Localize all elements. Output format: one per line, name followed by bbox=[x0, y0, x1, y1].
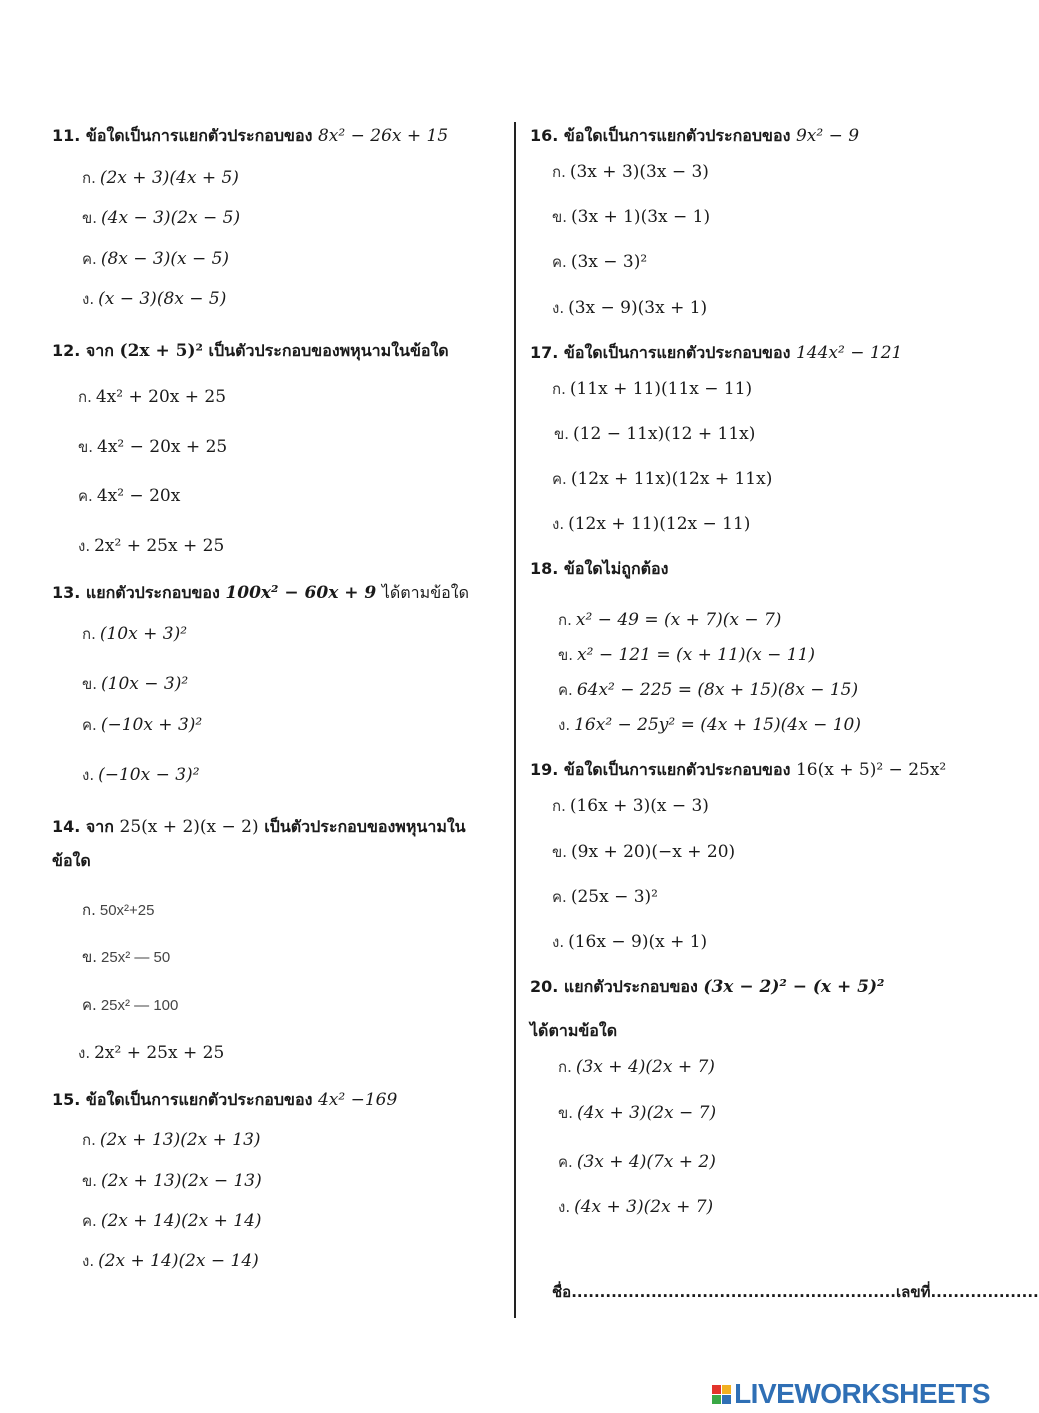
option-13-c[interactable]: ค. (−10x + 3)² bbox=[82, 715, 203, 735]
option-20-b[interactable]: ข. (4x + 3)(2x − 7) bbox=[558, 1103, 717, 1123]
option-19-a[interactable]: ก. (16x + 3)(x − 3) bbox=[552, 796, 709, 816]
question-17: 17. ข้อใดเป็นการแยกตัวประกอบของ 144x² − 121 bbox=[530, 343, 903, 363]
question-16: 16. ข้อใดเป็นการแยกตัวประกอบของ 9x² − 9 bbox=[530, 126, 860, 146]
option-18-c[interactable]: ค. 64x² − 225 = (8x + 15)(8x − 15) bbox=[558, 680, 859, 700]
option-18-d[interactable]: ง. 16x² − 25y² = (4x + 15)(4x − 10) bbox=[558, 715, 861, 735]
option-13-b[interactable]: ข. (10x − 3)² bbox=[82, 674, 189, 694]
option-15-b[interactable]: ข. (2x + 13)(2x − 13) bbox=[82, 1171, 262, 1191]
option-15-c[interactable]: ค. (2x + 14)(2x + 14) bbox=[82, 1211, 262, 1231]
question-11: 11. ข้อใดเป็นการแยกตัวประกอบของ 8x² − 26x + 15 bbox=[52, 126, 449, 146]
question-18: 18. ข้อใดไม่ถูกต้อง bbox=[530, 559, 669, 578]
option-17-b[interactable]: ข. (12 − 11x)(12 + 11x) bbox=[554, 424, 756, 444]
option-13-a[interactable]: ก. (10x + 3)² bbox=[82, 624, 188, 644]
option-13-d[interactable]: ง. (−10x − 3)² bbox=[82, 765, 200, 785]
number-field-label[interactable]: เลขที่................... bbox=[896, 1283, 1039, 1301]
question-19: 19. ข้อใดเป็นการแยกตัวประกอบของ 16(x + 5)² − 25x² bbox=[530, 760, 947, 780]
logo-icon bbox=[712, 1385, 731, 1404]
option-17-c[interactable]: ค. (12x + 11x)(12x + 11x) bbox=[552, 469, 773, 489]
option-14-d[interactable]: ง. 2x² + 25x + 25 bbox=[78, 1043, 225, 1063]
logo-text: LIVEWORKSHEETS bbox=[734, 1378, 990, 1409]
option-12-a[interactable]: ก. 4x² + 20x + 25 bbox=[78, 387, 227, 407]
question-13: 13. แยกตัวประกอบของ 100x² − 60x + 9 ได้ตามข้อใด bbox=[52, 583, 469, 603]
column-divider bbox=[514, 122, 516, 1318]
name-field-label[interactable]: ชื่อ......................................................... bbox=[552, 1283, 896, 1301]
option-20-a[interactable]: ก. (3x + 4)(2x + 7) bbox=[558, 1057, 715, 1077]
question-14: 14. จาก 25(x + 2)(x − 2) เป็นตัวประกอบของพหุนามใน bbox=[52, 817, 466, 837]
option-17-a[interactable]: ก. (11x + 11)(11x − 11) bbox=[552, 379, 753, 399]
question-20: 20. แยกตัวประกอบของ (3x − 2)² − (x + 5)² bbox=[530, 977, 885, 997]
question-20-line2: ได้ตามข้อใด bbox=[530, 1021, 618, 1040]
option-11-c[interactable]: ค. (8x − 3)(x − 5) bbox=[82, 249, 230, 269]
option-18-a[interactable]: ก. x² − 49 = (x + 7)(x − 7) bbox=[558, 610, 782, 630]
option-16-d[interactable]: ง. (3x − 9)(3x + 1) bbox=[552, 298, 708, 318]
option-14-c[interactable]: ค. 25x² — 100 bbox=[82, 996, 179, 1014]
option-20-c[interactable]: ค. (3x + 4)(7x + 2) bbox=[558, 1152, 716, 1172]
option-19-c[interactable]: ค. (25x − 3)² bbox=[552, 887, 658, 907]
question-12: 12. จาก (2x + 5)² เป็นตัวประกอบของพหุนามในข้อใด bbox=[52, 341, 449, 361]
option-15-a[interactable]: ก. (2x + 13)(2x + 13) bbox=[82, 1130, 261, 1150]
option-14-a[interactable]: ก. 50x²+25 bbox=[82, 901, 155, 919]
option-11-d[interactable]: ง. (x − 3)(8x − 5) bbox=[82, 289, 227, 309]
option-19-b[interactable]: ข. (9x + 20)(−x + 20) bbox=[552, 842, 736, 862]
option-14-b[interactable]: ข. 25x² — 50 bbox=[82, 948, 171, 966]
option-11-a[interactable]: ก. (2x + 3)(4x + 5) bbox=[82, 168, 239, 188]
option-11-b[interactable]: ข. (4x − 3)(2x − 5) bbox=[82, 208, 241, 228]
question-14-line2: ข้อใด bbox=[52, 851, 91, 870]
option-20-d[interactable]: ง. (4x + 3)(2x + 7) bbox=[558, 1197, 714, 1217]
option-12-d[interactable]: ง. 2x² + 25x + 25 bbox=[78, 536, 225, 556]
option-19-d[interactable]: ง. (16x − 9)(x + 1) bbox=[552, 932, 708, 952]
option-15-d[interactable]: ง. (2x + 14)(2x − 14) bbox=[82, 1251, 259, 1271]
option-12-b[interactable]: ข. 4x² − 20x + 25 bbox=[78, 437, 228, 457]
option-17-d[interactable]: ง. (12x + 11)(12x − 11) bbox=[552, 514, 751, 534]
option-16-c[interactable]: ค. (3x − 3)² bbox=[552, 252, 648, 272]
option-18-b[interactable]: ข. x² − 121 = (x + 11)(x − 11) bbox=[558, 645, 816, 665]
liveworksheets-logo bbox=[712, 1379, 990, 1409]
option-16-a[interactable]: ก. (3x + 3)(3x − 3) bbox=[552, 162, 709, 182]
question-15: 15. ข้อใดเป็นการแยกตัวประกอบของ 4x² −169 bbox=[52, 1090, 398, 1110]
option-12-c[interactable]: ค. 4x² − 20x bbox=[78, 486, 181, 506]
name-number-footer bbox=[552, 1280, 1039, 1304]
option-16-b[interactable]: ข. (3x + 1)(3x − 1) bbox=[552, 207, 711, 227]
